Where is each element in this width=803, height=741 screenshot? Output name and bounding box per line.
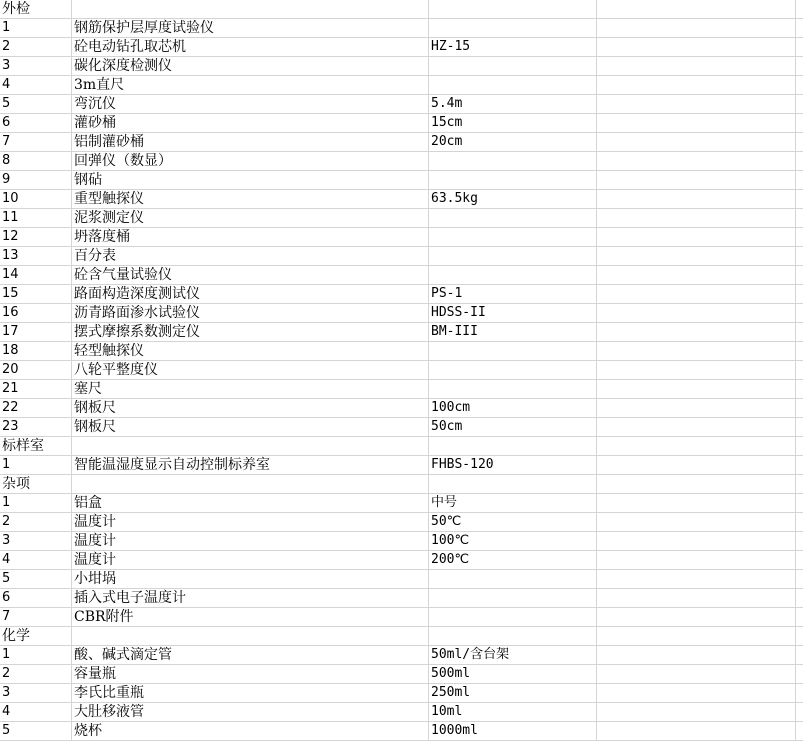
- table-row: [0, 513, 803, 532]
- empty-cell[interactable]: [796, 513, 803, 531]
- empty-cell[interactable]: [796, 380, 803, 398]
- table-row: [0, 114, 803, 133]
- empty-cell[interactable]: [72, 437, 429, 455]
- table-row: [0, 228, 803, 247]
- item-number-cell[interactable]: 10: [0, 190, 72, 208]
- empty-cell[interactable]: [796, 152, 803, 170]
- table-row: [0, 95, 803, 114]
- specification-cell[interactable]: [429, 57, 597, 75]
- item-number-cell[interactable]: 1: [0, 19, 72, 37]
- specification-cell[interactable]: 50cm: [429, 418, 597, 436]
- specification-cell[interactable]: 20cm: [429, 133, 597, 151]
- table-row: [0, 152, 803, 171]
- empty-cell[interactable]: [796, 114, 803, 132]
- empty-cell[interactable]: [597, 532, 796, 550]
- table-row: [0, 551, 803, 570]
- item-number-cell[interactable]: 1: [0, 646, 72, 664]
- specification-cell[interactable]: [429, 361, 597, 379]
- empty-cell[interactable]: [72, 0, 429, 18]
- item-number-cell[interactable]: 9: [0, 171, 72, 189]
- equipment-name-cell[interactable]: 砼含气量试验仪: [72, 266, 429, 284]
- empty-cell[interactable]: [597, 570, 796, 588]
- empty-cell[interactable]: [429, 475, 597, 493]
- empty-cell[interactable]: [796, 494, 803, 512]
- empty-cell[interactable]: [796, 228, 803, 246]
- specification-cell[interactable]: [429, 380, 597, 398]
- equipment-name-cell[interactable]: 路面构造深度测试仪: [72, 285, 429, 303]
- item-number-cell[interactable]: 4: [0, 76, 72, 94]
- specification-cell[interactable]: [429, 228, 597, 246]
- empty-cell[interactable]: [796, 133, 803, 151]
- item-number-cell[interactable]: 1: [0, 456, 72, 474]
- specification-cell[interactable]: [429, 19, 597, 37]
- item-number-cell[interactable]: 16: [0, 304, 72, 322]
- specification-cell[interactable]: 100℃: [429, 532, 597, 550]
- item-number-cell[interactable]: 23: [0, 418, 72, 436]
- item-number-cell[interactable]: 21: [0, 380, 72, 398]
- table-row: [0, 456, 803, 475]
- equipment-name-cell[interactable]: 小坩埚: [72, 570, 429, 588]
- empty-cell[interactable]: [796, 665, 803, 683]
- table-row: [0, 323, 803, 342]
- empty-cell[interactable]: [796, 171, 803, 189]
- specification-cell[interactable]: BM-III: [429, 323, 597, 341]
- empty-cell[interactable]: [796, 684, 803, 702]
- item-number-cell[interactable]: 5: [0, 95, 72, 113]
- empty-cell[interactable]: [796, 722, 803, 740]
- empty-cell[interactable]: [597, 133, 796, 151]
- section-title-cell[interactable]: 化学: [0, 627, 72, 645]
- equipment-name-cell[interactable]: 温度计: [72, 551, 429, 569]
- specification-cell[interactable]: 100cm: [429, 399, 597, 417]
- empty-cell[interactable]: [796, 532, 803, 550]
- empty-cell[interactable]: [597, 665, 796, 683]
- table-row: [0, 570, 803, 589]
- empty-cell[interactable]: [597, 703, 796, 721]
- item-number-cell[interactable]: 8: [0, 152, 72, 170]
- equipment-name-cell[interactable]: 回弹仪（数显）: [72, 152, 429, 170]
- empty-cell[interactable]: [597, 361, 796, 379]
- equipment-name-cell[interactable]: 坍落度桶: [72, 228, 429, 246]
- empty-cell[interactable]: [597, 95, 796, 113]
- specification-cell[interactable]: [429, 76, 597, 94]
- table-row: [0, 133, 803, 152]
- item-number-cell[interactable]: 6: [0, 589, 72, 607]
- empty-cell[interactable]: [796, 437, 803, 455]
- specification-cell[interactable]: 200℃: [429, 551, 597, 569]
- empty-cell[interactable]: [597, 57, 796, 75]
- empty-cell[interactable]: [429, 437, 597, 455]
- empty-cell[interactable]: [796, 456, 803, 474]
- specification-cell[interactable]: HDSS-II: [429, 304, 597, 322]
- empty-cell[interactable]: [796, 323, 803, 341]
- empty-cell[interactable]: [796, 399, 803, 417]
- equipment-name-cell[interactable]: 插入式电子温度计: [72, 589, 429, 607]
- specification-cell[interactable]: FHBS-120: [429, 456, 597, 474]
- equipment-name-cell[interactable]: 轻型触探仪: [72, 342, 429, 360]
- empty-cell[interactable]: [597, 608, 796, 626]
- item-number-cell[interactable]: 2: [0, 665, 72, 683]
- table-row: [0, 722, 803, 741]
- table-row: [0, 380, 803, 399]
- table-row: [0, 703, 803, 722]
- empty-cell[interactable]: [796, 551, 803, 569]
- equipment-name-cell[interactable]: 碳化深度检测仪: [72, 57, 429, 75]
- table-row: [0, 171, 803, 190]
- empty-cell[interactable]: [597, 171, 796, 189]
- equipment-name-cell[interactable]: 酸、碱式滴定管: [72, 646, 429, 664]
- item-number-cell[interactable]: 15: [0, 285, 72, 303]
- item-number-cell[interactable]: 4: [0, 551, 72, 569]
- item-number-cell[interactable]: 2: [0, 38, 72, 56]
- equipment-name-cell[interactable]: 钢筋保护层厚度试验仪: [72, 19, 429, 37]
- empty-cell[interactable]: [796, 418, 803, 436]
- equipment-name-cell[interactable]: 温度计: [72, 513, 429, 531]
- empty-cell[interactable]: [597, 342, 796, 360]
- specification-cell[interactable]: 5.4m: [429, 95, 597, 113]
- specification-cell[interactable]: HZ-15: [429, 38, 597, 56]
- specification-cell[interactable]: [429, 171, 597, 189]
- empty-cell[interactable]: [796, 304, 803, 322]
- table-row: [0, 285, 803, 304]
- item-number-cell[interactable]: 17: [0, 323, 72, 341]
- specification-cell[interactable]: [429, 247, 597, 265]
- empty-cell[interactable]: [597, 456, 796, 474]
- empty-cell[interactable]: [597, 437, 796, 455]
- equipment-name-cell[interactable]: CBR附件: [72, 608, 429, 626]
- empty-cell[interactable]: [796, 342, 803, 360]
- equipment-name-cell[interactable]: 大肚移液管: [72, 703, 429, 721]
- table-row: [0, 247, 803, 266]
- item-number-cell[interactable]: 7: [0, 133, 72, 151]
- specification-cell[interactable]: 15cm: [429, 114, 597, 132]
- table-row: [0, 608, 803, 627]
- empty-cell[interactable]: [796, 570, 803, 588]
- empty-cell[interactable]: [597, 589, 796, 607]
- table-row: [0, 494, 803, 513]
- section-title-cell[interactable]: 标样室: [0, 437, 72, 455]
- table-row: [0, 665, 803, 684]
- section-header-row: [0, 627, 803, 646]
- section-header-row: [0, 475, 803, 494]
- equipment-name-cell[interactable]: 沥青路面渗水试验仪: [72, 304, 429, 322]
- item-number-cell[interactable]: 7: [0, 608, 72, 626]
- item-number-cell[interactable]: 5: [0, 570, 72, 588]
- item-number-cell[interactable]: 5: [0, 722, 72, 740]
- empty-cell[interactable]: [597, 513, 796, 531]
- equipment-name-cell[interactable]: 智能温湿度显示自动控制标养室: [72, 456, 429, 474]
- table-row: [0, 304, 803, 323]
- equipment-name-cell[interactable]: 塞尺: [72, 380, 429, 398]
- item-number-cell[interactable]: 1: [0, 494, 72, 512]
- equipment-name-cell[interactable]: 铝盒: [72, 494, 429, 512]
- empty-cell[interactable]: [796, 19, 803, 37]
- empty-cell[interactable]: [597, 646, 796, 664]
- equipment-name-cell[interactable]: 重型触探仪: [72, 190, 429, 208]
- item-number-cell[interactable]: 18: [0, 342, 72, 360]
- empty-cell[interactable]: [597, 190, 796, 208]
- equipment-name-cell[interactable]: 容量瓶: [72, 665, 429, 683]
- item-number-cell[interactable]: 6: [0, 114, 72, 132]
- table-row: [0, 646, 803, 665]
- empty-cell[interactable]: [796, 76, 803, 94]
- specification-cell[interactable]: [429, 152, 597, 170]
- section-header-row: [0, 437, 803, 456]
- table-row: [0, 418, 803, 437]
- specification-cell[interactable]: 50ml/含台架: [429, 646, 597, 664]
- equipment-name-cell[interactable]: 百分表: [72, 247, 429, 265]
- empty-cell[interactable]: [796, 589, 803, 607]
- empty-cell[interactable]: [597, 247, 796, 265]
- table-row: [0, 57, 803, 76]
- equipment-name-cell[interactable]: 八轮平整度仪: [72, 361, 429, 379]
- specification-cell[interactable]: 中号: [429, 494, 597, 512]
- specification-cell[interactable]: 1000ml: [429, 722, 597, 740]
- empty-cell[interactable]: [796, 0, 803, 18]
- specification-cell[interactable]: [429, 589, 597, 607]
- equipment-name-cell[interactable]: 钢板尺: [72, 399, 429, 417]
- empty-cell[interactable]: [597, 399, 796, 417]
- item-number-cell[interactable]: 13: [0, 247, 72, 265]
- empty-cell[interactable]: [597, 475, 796, 493]
- empty-cell[interactable]: [597, 0, 796, 18]
- equipment-name-cell[interactable]: 钢板尺: [72, 418, 429, 436]
- empty-cell[interactable]: [796, 361, 803, 379]
- specification-cell[interactable]: 250ml: [429, 684, 597, 702]
- empty-cell[interactable]: [796, 475, 803, 493]
- specification-cell[interactable]: [429, 209, 597, 227]
- empty-cell[interactable]: [597, 228, 796, 246]
- item-number-cell[interactable]: 4: [0, 703, 72, 721]
- empty-cell[interactable]: [796, 190, 803, 208]
- empty-cell[interactable]: [597, 38, 796, 56]
- empty-cell[interactable]: [796, 627, 803, 645]
- table-row: [0, 361, 803, 380]
- equipment-name-cell[interactable]: 摆式摩擦系数测定仪: [72, 323, 429, 341]
- empty-cell[interactable]: [796, 646, 803, 664]
- table-row: [0, 399, 803, 418]
- item-number-cell[interactable]: 11: [0, 209, 72, 227]
- table-row: [0, 76, 803, 95]
- table-row: [0, 19, 803, 38]
- empty-cell[interactable]: [72, 475, 429, 493]
- specification-cell[interactable]: [429, 266, 597, 284]
- section-title-cell[interactable]: 杂项: [0, 475, 72, 493]
- section-title-cell[interactable]: 外检: [0, 0, 72, 18]
- empty-cell[interactable]: [796, 209, 803, 227]
- empty-cell[interactable]: [597, 551, 796, 569]
- empty-cell[interactable]: [72, 627, 429, 645]
- empty-cell[interactable]: [597, 323, 796, 341]
- empty-cell[interactable]: [597, 627, 796, 645]
- empty-cell[interactable]: [796, 247, 803, 265]
- equipment-name-cell[interactable]: 烧杯: [72, 722, 429, 740]
- item-number-cell[interactable]: 12: [0, 228, 72, 246]
- empty-cell[interactable]: [796, 608, 803, 626]
- table-row: [0, 38, 803, 57]
- empty-cell[interactable]: [597, 152, 796, 170]
- table-row: [0, 532, 803, 551]
- specification-cell[interactable]: [429, 342, 597, 360]
- empty-cell[interactable]: [597, 304, 796, 322]
- item-number-cell[interactable]: 3: [0, 684, 72, 702]
- table-row: [0, 190, 803, 209]
- empty-cell[interactable]: [597, 494, 796, 512]
- empty-cell[interactable]: [429, 0, 597, 18]
- empty-cell[interactable]: [597, 19, 796, 37]
- specification-cell[interactable]: [429, 608, 597, 626]
- table-row: [0, 209, 803, 228]
- empty-cell[interactable]: [796, 57, 803, 75]
- equipment-name-cell[interactable]: 钢砧: [72, 171, 429, 189]
- empty-cell[interactable]: [597, 266, 796, 284]
- empty-cell[interactable]: [796, 703, 803, 721]
- empty-cell[interactable]: [796, 95, 803, 113]
- item-number-cell[interactable]: 20: [0, 361, 72, 379]
- item-number-cell[interactable]: 14: [0, 266, 72, 284]
- specification-cell[interactable]: PS-1: [429, 285, 597, 303]
- table-row: [0, 589, 803, 608]
- table-row: [0, 684, 803, 703]
- table-row: [0, 342, 803, 361]
- item-number-cell[interactable]: 22: [0, 399, 72, 417]
- empty-cell[interactable]: [429, 627, 597, 645]
- equipment-name-cell[interactable]: 灌砂桶: [72, 114, 429, 132]
- empty-cell[interactable]: [597, 76, 796, 94]
- item-number-cell[interactable]: 2: [0, 513, 72, 531]
- empty-cell[interactable]: [597, 209, 796, 227]
- empty-cell[interactable]: [796, 38, 803, 56]
- equipment-name-cell[interactable]: 泥浆测定仪: [72, 209, 429, 227]
- item-number-cell[interactable]: 3: [0, 57, 72, 75]
- equipment-name-cell[interactable]: 3m直尺: [72, 76, 429, 94]
- equipment-name-cell[interactable]: 弯沉仪: [72, 95, 429, 113]
- equipment-name-cell[interactable]: 铝制灌砂桶: [72, 133, 429, 151]
- table-row: [0, 266, 803, 285]
- empty-cell[interactable]: [597, 684, 796, 702]
- equipment-name-cell[interactable]: 砼电动钻孔取芯机: [72, 38, 429, 56]
- empty-cell[interactable]: [597, 418, 796, 436]
- specification-cell[interactable]: [429, 570, 597, 588]
- empty-cell[interactable]: [796, 285, 803, 303]
- empty-cell[interactable]: [597, 380, 796, 398]
- equipment-name-cell[interactable]: 温度计: [72, 532, 429, 550]
- empty-cell[interactable]: [597, 722, 796, 740]
- empty-cell[interactable]: [597, 114, 796, 132]
- section-header-row: [0, 0, 803, 19]
- equipment-name-cell[interactable]: 李氏比重瓶: [72, 684, 429, 702]
- specification-cell[interactable]: 500ml: [429, 665, 597, 683]
- specification-cell[interactable]: 50℃: [429, 513, 597, 531]
- empty-cell[interactable]: [597, 285, 796, 303]
- specification-cell[interactable]: 10ml: [429, 703, 597, 721]
- specification-cell[interactable]: 63.5kg: [429, 190, 597, 208]
- empty-cell[interactable]: [796, 266, 803, 284]
- item-number-cell[interactable]: 3: [0, 532, 72, 550]
